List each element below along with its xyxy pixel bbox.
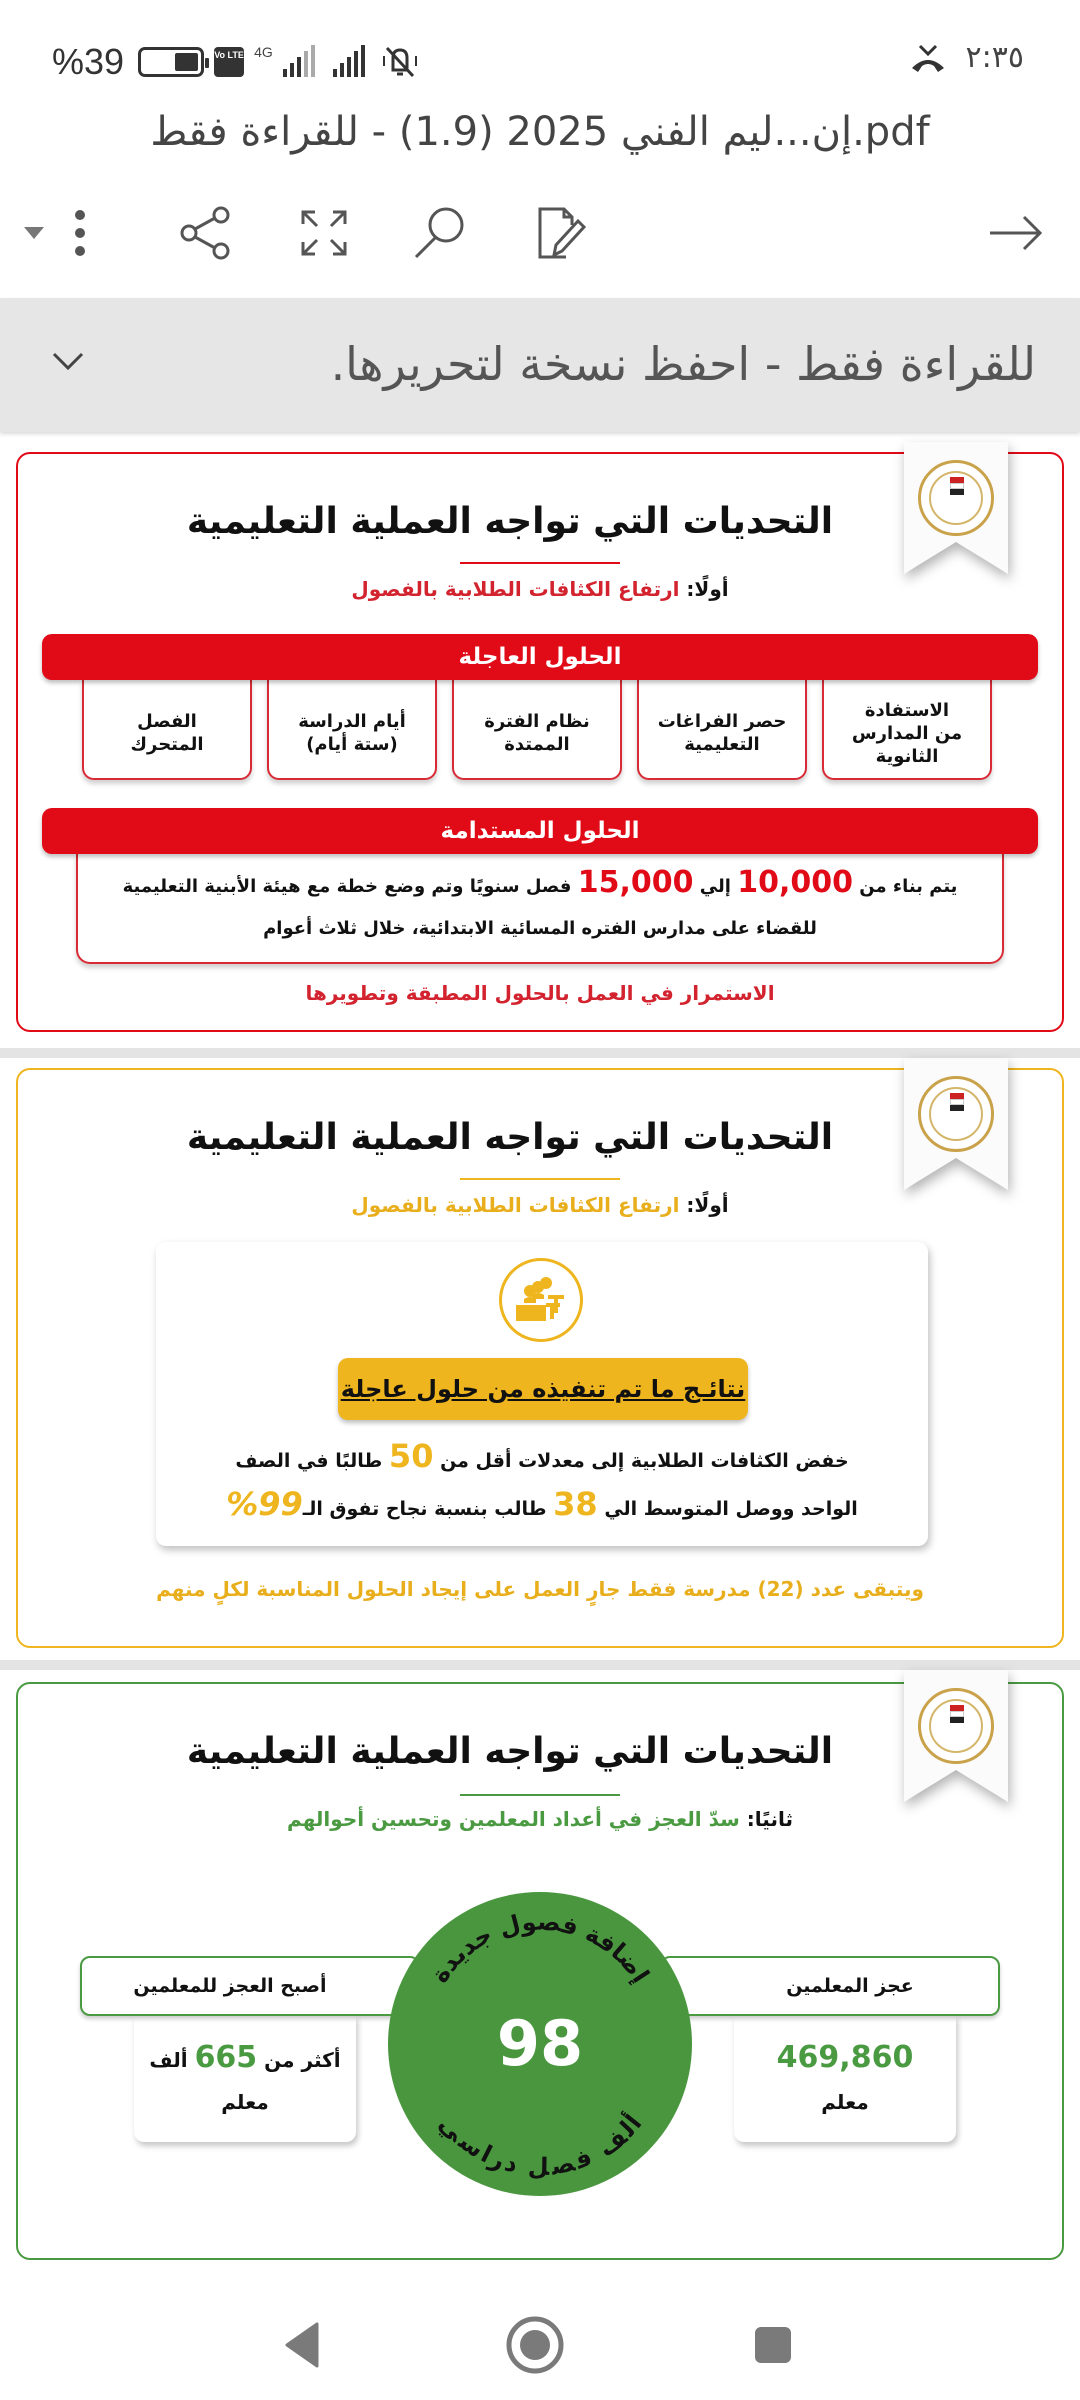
urgent-option-3: نظام الفترة الممتدة — [452, 680, 622, 780]
subtitle-text: ارتفاع الكثافات الطلابية بالفصول — [351, 1193, 680, 1217]
center-top-text: إضافة فصول جديدة — [425, 1907, 655, 1988]
current-shortage-box — [134, 2016, 356, 2142]
subtitle-label: أولًا: — [686, 577, 729, 601]
new-classes-value: 98 — [496, 2007, 584, 2080]
results-text — [176, 1432, 908, 1528]
ministry-ribbon — [904, 1058, 1008, 1190]
urgent-option-4: أيام الدراسة (ستة أيام) — [267, 680, 437, 780]
search-button[interactable] — [400, 190, 480, 276]
teacher-shortage-unit: معلم — [821, 2090, 869, 2114]
page-2-subtitle — [100, 1190, 980, 1220]
dropdown-button[interactable] — [14, 190, 54, 276]
results-line-2 — [176, 1480, 908, 1528]
current-shortage-prefix: أكثر من — [264, 2048, 341, 2072]
page-2-footer: ويتبقى عدد (22) مدرسة فقط جارٍ العمل على إيجاد الحلول المناسبة لكلٍ منهم — [156, 1577, 924, 1601]
current-shortage-suffix: ألف — [149, 2048, 188, 2072]
battery-percent: %39 — [52, 41, 125, 82]
teacher-shortage-value: 469,860 — [776, 2040, 914, 2075]
line2-mid: طالب بنسبة نجاح تفوق الـ — [302, 1498, 547, 1520]
line2-number: 38 — [553, 1485, 598, 1523]
heading-divider — [460, 562, 620, 564]
chevron-down-icon — [50, 350, 86, 374]
line1-number: 50 — [388, 1437, 434, 1475]
teacher-shortage-title: عجز المعلمين — [660, 1956, 1000, 2016]
svg-text:ألف فصل دراسي — [434, 2108, 647, 2180]
line2-prefix: الواحد ووصل المتوسط الي — [604, 1498, 858, 1520]
current-shortage-title: أصبح العجز للمعلمين — [80, 1956, 420, 2016]
ministry-ribbon — [904, 442, 1008, 574]
page-1-footer: الاستمرار في العمل بالحلول المطبقة وتطويرها — [305, 981, 775, 1005]
edit-document-icon — [536, 205, 588, 261]
nav-home-icon — [505, 2315, 565, 2375]
results-button: نتائـج ما تم تنفيذه من حلول عاجلة — [338, 1358, 748, 1420]
heading-divider — [460, 1794, 620, 1796]
more-options-icon — [73, 208, 87, 258]
readonly-banner-text: للقراءة فقط - احفظ نسخة لتحريرها. — [330, 337, 1036, 391]
back-arrow-icon — [988, 213, 1044, 253]
more-options-button[interactable] — [52, 190, 108, 276]
line1-suffix: طالبًا في الصف — [235, 1450, 383, 1472]
fullscreen-icon — [299, 208, 349, 258]
results-card — [156, 1242, 928, 1546]
banner-collapse-button[interactable] — [50, 350, 86, 378]
sustainable-text — [98, 862, 982, 950]
edit-document-button[interactable] — [522, 190, 602, 276]
subtitle-label: أولًا: — [686, 1193, 729, 1217]
page-separator — [0, 1048, 1080, 1058]
page-separator — [0, 1660, 1080, 1670]
sust-from-number: 10,000 — [737, 865, 853, 900]
share-button[interactable] — [166, 190, 246, 276]
results-line-1 — [176, 1432, 908, 1480]
status-icons-right — [908, 40, 1024, 76]
fullscreen-button[interactable] — [284, 190, 364, 276]
status-bar — [0, 0, 1080, 100]
back-button[interactable] — [976, 190, 1056, 276]
sust-mid: إلي — [699, 876, 731, 897]
subtitle-text: ارتفاع الكثافات الطلابية بالفصول — [351, 577, 680, 601]
current-shortage-unit: معلم — [221, 2090, 269, 2114]
sustainable-solutions-box — [76, 854, 1004, 964]
nav-back-icon — [281, 2320, 321, 2370]
clock: ٢:٣٥ — [965, 40, 1024, 75]
line1-prefix: خفض الكثافات الطلابية إلى معدلات أقل من — [440, 1450, 849, 1472]
system-nav-bar — [0, 2290, 1080, 2400]
subtitle-label: ثانيًا: — [746, 1807, 793, 1831]
nav-recents-icon — [751, 2323, 795, 2367]
new-classes-circle — [388, 1892, 692, 2196]
missed-call-icon — [908, 42, 948, 74]
vibrate-mute-icon — [381, 44, 419, 80]
signal-4g-icon — [283, 47, 315, 77]
signal-icon — [333, 47, 365, 77]
page-1-heading: التحديات التي تواجه العملية التعليمية — [186, 501, 834, 542]
center-bottom-text: ألف فصل دراسي — [433, 2109, 648, 2181]
document-title: pdf.إن...ليم الفني 2025 (1.9) - للقراءة فقط — [150, 109, 930, 155]
volte-icon: Vo LTE — [214, 47, 244, 77]
urgent-option-2: حصر الفراغات التعليمية — [637, 680, 807, 780]
subtitle-text: سدّ العجز في أعداد المعلمين وتحسين أحوالهم — [287, 1807, 740, 1831]
urgent-solutions-bar: الحلول العاجلة — [42, 634, 1038, 680]
heading-divider — [460, 1178, 620, 1180]
sustainable-solutions-bar: الحلول المستدامة — [42, 808, 1038, 854]
ministry-seal-logo — [918, 1688, 994, 1764]
page-1-subtitle — [100, 574, 980, 604]
current-shortage-value: 665 — [194, 2040, 258, 2075]
nav-recents-button[interactable] — [738, 2310, 808, 2380]
ministry-ribbon — [904, 1670, 1008, 1802]
sust-to-number: 15,000 — [577, 865, 694, 900]
classroom-icon — [499, 1258, 583, 1342]
urgent-option-1: الاستفادة من المدارس الثانوية — [822, 680, 992, 780]
readonly-banner — [0, 298, 1080, 432]
nav-home-button[interactable] — [500, 2310, 570, 2380]
status-icons-left — [52, 42, 419, 82]
network-type: 4G — [254, 44, 273, 60]
share-icon — [179, 206, 233, 260]
dropdown-icon — [22, 225, 46, 241]
nav-back-button[interactable] — [266, 2310, 336, 2380]
page-3-subtitle — [100, 1804, 980, 1834]
ministry-seal-logo — [918, 460, 994, 536]
page-3-heading: التحديات التي تواجه العملية التعليمية — [186, 1731, 834, 1772]
battery-icon — [138, 47, 204, 77]
urgent-option-5: الفصل المتحرك — [82, 680, 252, 780]
sust-suffix: فصل سنويًا وتم وضع خطة مع هيئة الأبنية التعليمية للقضاء على مدارس الفتره المسائية الابتدائية، خلال ثلاث أعوام — [122, 876, 817, 939]
sust-prefix: يتم بناء من — [859, 876, 958, 897]
teacher-shortage-box — [734, 2016, 956, 2142]
ministry-seal-logo — [918, 1076, 994, 1152]
search-icon — [412, 205, 468, 261]
battery-fill — [175, 53, 198, 71]
toolbar — [0, 190, 1080, 276]
page-2-heading: التحديات التي تواجه العملية التعليمية — [186, 1117, 834, 1158]
svg-text:إضافة فصول جديدة — [426, 1907, 655, 1987]
line2-percent: 99% — [226, 1485, 303, 1523]
